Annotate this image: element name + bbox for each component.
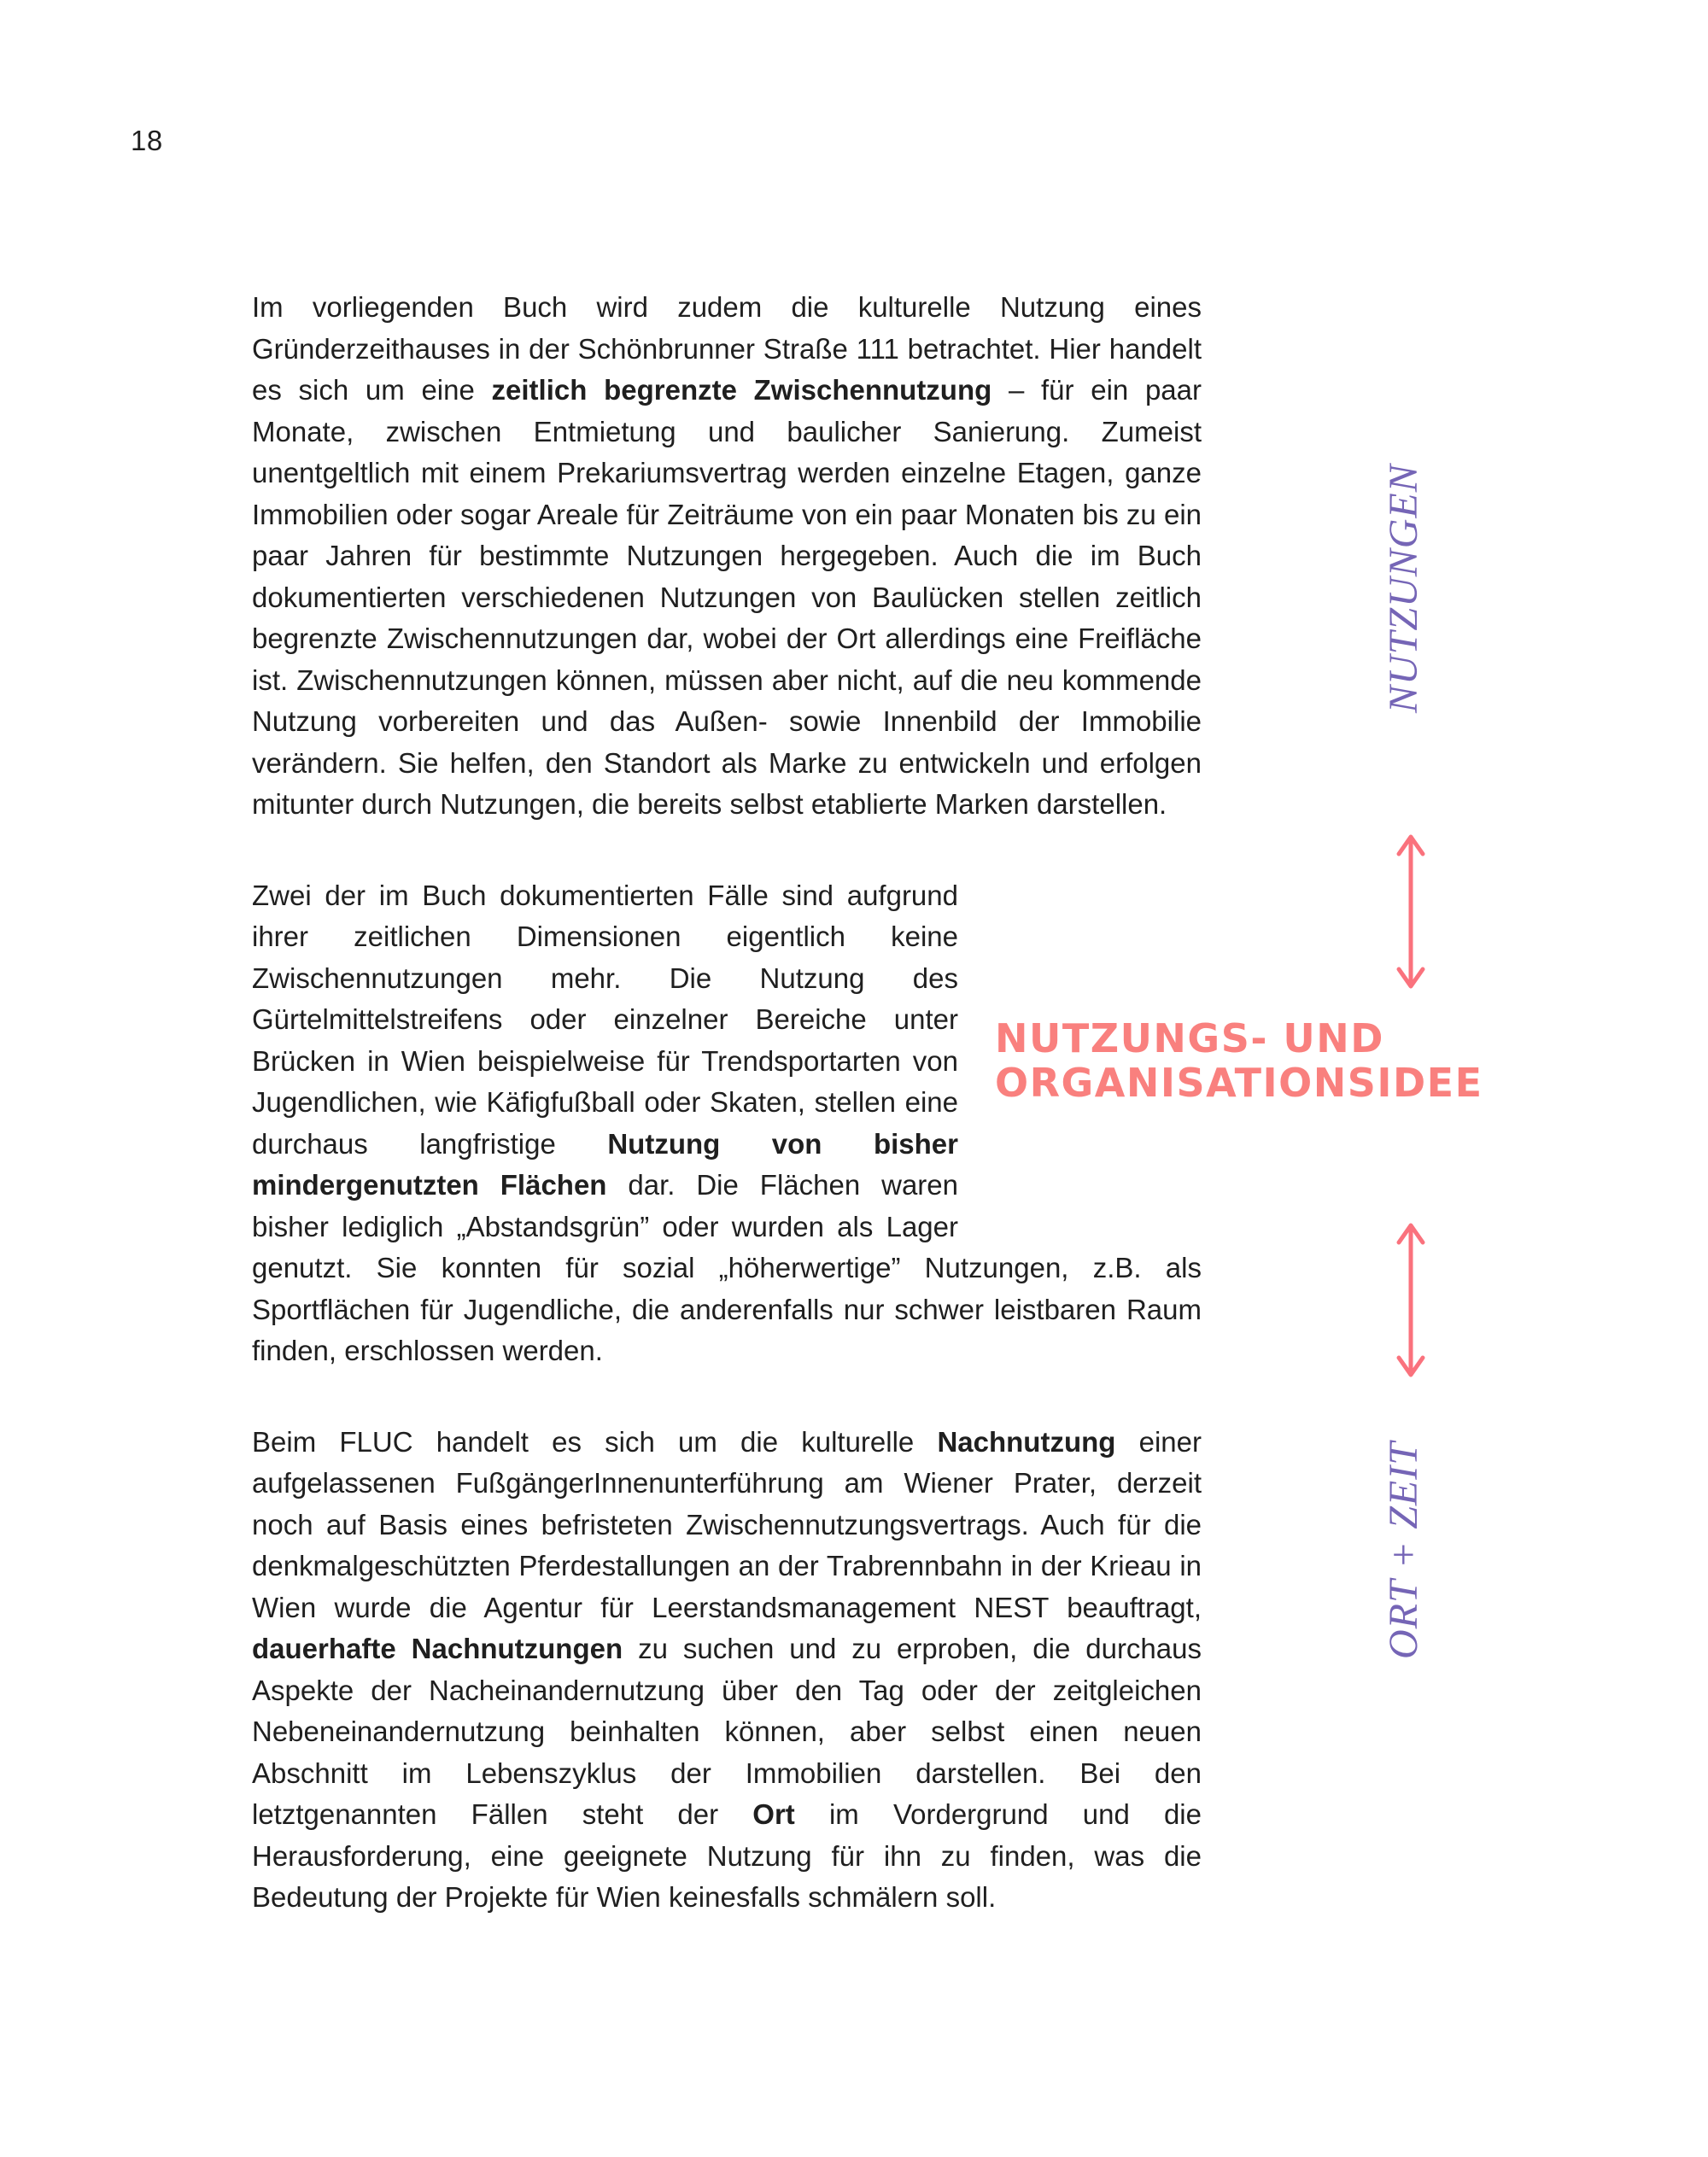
- paragraph-3: Beim FLUC handelt es sich um die kulturelle Nachnutzung einer aufgelassenen FußgängerInnenunterführung am Wiener Prater, derzeit noch auf Basis eines befristeten Zwischennutzungsvertrags. Auch für die denkmalgeschützten Pferdestallungen an der Trabrennbahn in der Krieau in Wien wurde die Agentur für Leerstandsmanagement NEST beauftragt, dauerhafte Nachnutzungen zu suchen und zu erproben, die durchaus Aspekte der Nacheinandernutzung über den Tag oder der zeitgleichen Nebeneinandernutzung beinhalten können, aber selbst einen neuen Abschnitt im Lebenszyklus der Immobilien darstellen. Bei den letztgenannten Fällen steht der Ort im Vordergrund und die Herausforderung, eine geeignete Nutzung für ihn zu finden, was die Bedeutung der Projekte für Wien keinesfalls schmälern soll.: [252, 1425, 1202, 1913]
- double-arrow-vertical-icon: [1389, 1221, 1432, 1379]
- section-heading-line-2: ORGANISATIONSIDEE: [995, 1059, 1483, 1106]
- paragraph-1: Im vorliegenden Buch wird zudem die kulturelle Nutzung eines Gründerzeithauses in der Schönbrunner Straße 111 betrachtet. Hier handelt es sich um eine zeitlich begrenzte Zwischennutzung – für ein paar Monate, zwischen Entmietung und baulicher Sanierung. Zumeist unentgeltlich mit einem Prekariumsvertrag werden einzelne Etagen, ganze Immobilien oder sogar Areale für Zeiträume von ein paar Monaten bis zu ein paar Jahren für bestimmte Nutzungen hergegeben. Auch die im Buch dokumentierten verschiedenen Nutzungen von Baulücken stellen zeitlich begrenzte Zwischennutzungen dar, wobei der Ort allerdings eine Freifläche ist. Zwischennutzungen können, müssen aber nicht, auf die neu kommende Nutzung vorbereiten und das Außen- sowie Innenbild der Immobilie verändern. Sie helfen, den Standort als Marke zu entwickeln und erfolgen mitunter durch Nutzungen, die bereits selbst etablierte Marken darstellen.: [252, 291, 1202, 820]
- section-heading-line-1: NUTZUNGS- UND: [995, 1014, 1384, 1061]
- section-heading: [995, 1016, 1483, 1105]
- section-heading-float: [958, 958, 1483, 1207]
- double-arrow-vertical-icon: [1389, 833, 1432, 991]
- margin-label-nutzungen: NUTZUNGEN: [1381, 464, 1426, 713]
- margin-label-ort-zeit: ORT + ZEIT: [1381, 1441, 1426, 1659]
- page-number: 18: [131, 125, 163, 156]
- paragraph-2-text: Zwei der im Buch dokumentierten Fälle sind aufgrund ihrer zeitlichen Dimensionen eigentlich keine Zwischennutzungen mehr. Die Nutzung des Gürtelmittelstreifens oder einzelner Bereiche unter Brücken in Wien beispielweise für Trendsportarten von Jugendlichen, wie Käfigfußball oder Skaten, stellen eine durchaus langfristige Nutzung von bisher mindergenutzten Flächen dar. Die Flächen waren bisher lediglich „Abstandsgrün” oder wurden als Lager genutzt. Sie konnten für sozial „höherwertige” Nutzungen, z.B. als Sportflächen für Jugendliche, die anderenfalls nur schwer leistbaren Raum finden, erschlossen werden.: [252, 879, 1202, 1366]
- paragraph-2: [252, 875, 1483, 1372]
